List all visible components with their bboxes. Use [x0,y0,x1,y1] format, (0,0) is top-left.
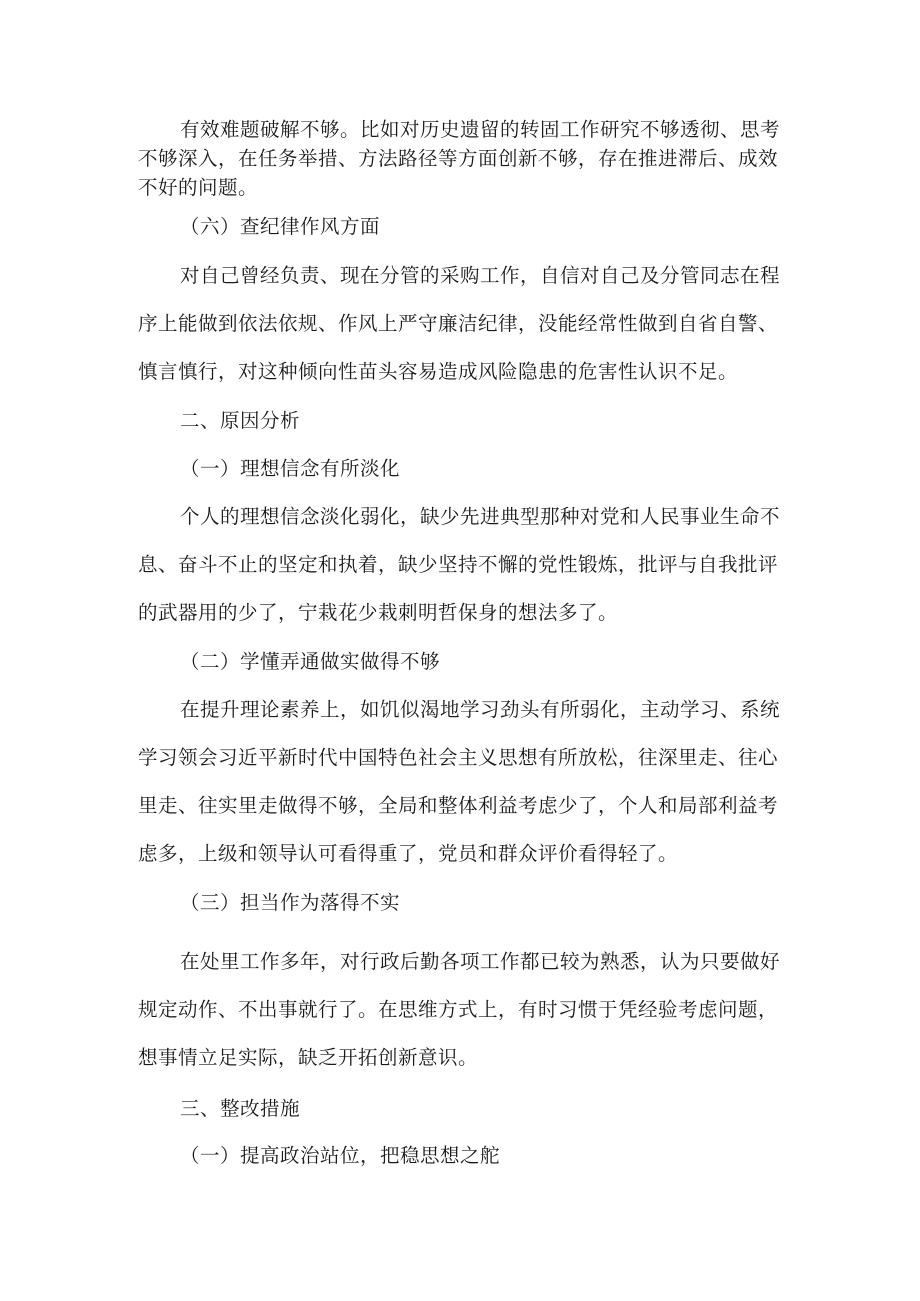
paragraph-line: 里走、往实里走做得不够，全局和整体利益考虑少了，个人和局部利益考 [138,794,779,817]
subheading: （一）提高政治站位，把稳思想之舵 [180,1144,501,1167]
paragraph-line: 息、奋斗不止的坚定和执着，缺少坚持不懈的党性锻炼，批评与自我批评 [138,553,779,576]
paragraph-line: 不够深入，在任务举措、方法路径等方面创新不够，存在推进滞后、成效 [138,147,779,170]
subheading: （三）担当作为落得不实 [180,891,401,914]
paragraph-line: 不好的问题。 [138,176,259,199]
section-heading: 三、整改措施 [180,1097,301,1120]
paragraph-line: 的武器用的少了，宁栽花少栽刺明哲保身的想法多了。 [138,601,619,624]
paragraph-line: 在处里工作多年，对行政后勤各项工作都已较为熟悉，认为只要做好 [180,950,781,973]
paragraph-line: 个人的理想信念淡化弱化，缺少先进典型那种对党和人民事业生命不 [180,505,781,528]
paragraph-line: 学习领会习近平新时代中国特色社会主义思想有所放松，往深里走、往心 [138,746,779,769]
paragraph-line: 有效难题破解不够。比如对历史遗留的转固工作研究不够透彻、思考 [180,118,781,141]
subheading: （一）理想信念有所淡化 [180,457,401,480]
section-heading: 二、原因分析 [180,409,301,432]
paragraph-line: 想事情立足实际，缺乏开拓创新意识。 [138,1046,479,1069]
subheading: （六）查纪律作风方面 [180,215,381,238]
subheading: （二）学懂弄通做实做得不够 [180,650,441,673]
paragraph-line: 对自己曾经负责、现在分管的采购工作，自信对自己及分管同志在程 [180,264,781,287]
paragraph-line: 在提升理论素养上，如饥似渴地学习劲头有所弱化，主动学习、系统 [180,698,781,721]
paragraph-line: 虑多，上级和领导认可看得重了，党员和群众评价看得轻了。 [138,842,679,865]
paragraph-line: 慎言慎行，对这种倾向性苗头容易造成风险隐患的危害性认识不足。 [138,360,739,383]
paragraph-line: 序上能做到依法依规、作风上严守廉洁纪律，没能经常性做到自省自警、 [138,312,779,335]
paragraph-line: 规定动作、不出事就行了。在思维方式上，有时习惯于凭经验考虑问题， [138,998,779,1021]
